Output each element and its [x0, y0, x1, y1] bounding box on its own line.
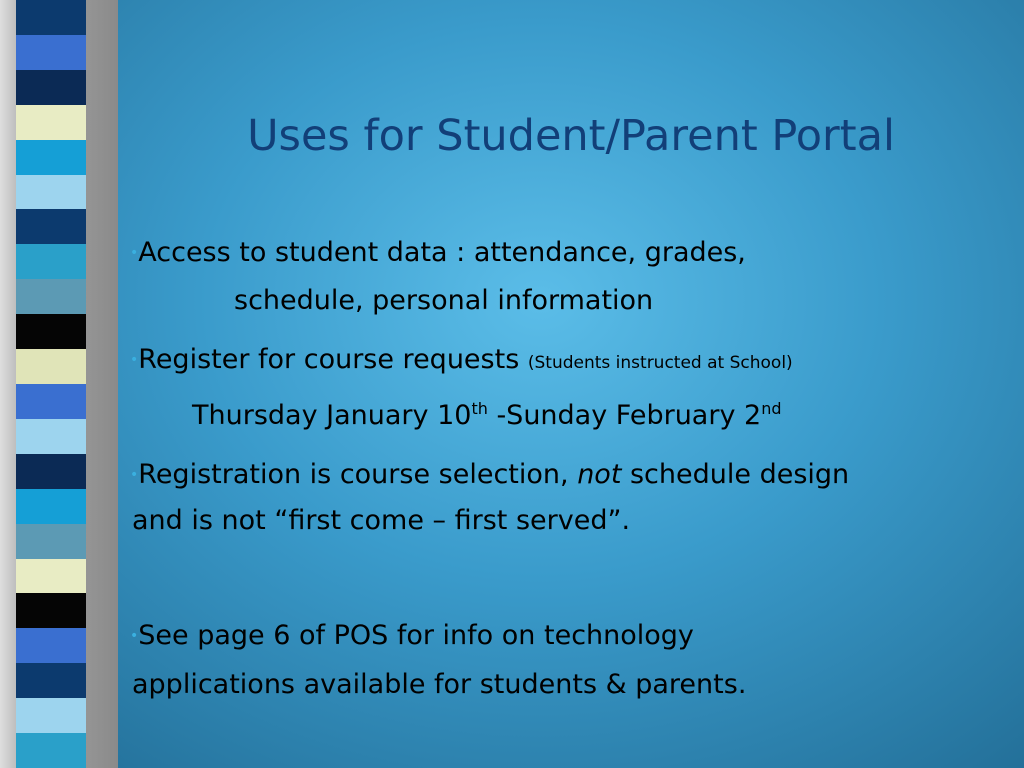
bullet-registration-line1	[130, 452, 849, 498]
dates-start-sup: th	[471, 399, 488, 418]
registration-before: Registration is course selection,	[138, 459, 578, 490]
registration-dates	[192, 393, 782, 439]
bullet-marker: •	[130, 352, 139, 368]
see-page-text: See page 6 of POS for info on technology	[138, 620, 694, 651]
bullet-marker: •	[130, 467, 139, 483]
decorative-stripe	[16, 70, 86, 105]
decorative-stripe	[16, 35, 86, 70]
decorative-stripe	[16, 314, 86, 349]
decorative-stripe	[16, 105, 86, 140]
decorative-stripe	[16, 698, 86, 733]
bullet-register-note: (Students instructed at School)	[527, 353, 793, 373]
decorative-stripe	[16, 663, 86, 698]
decorative-stripes	[16, 0, 86, 768]
decorative-stripe	[16, 419, 86, 454]
decorative-stripe	[16, 524, 86, 559]
decorative-stripe	[16, 244, 86, 279]
decorative-stripe	[16, 279, 86, 314]
decorative-stripe	[16, 454, 86, 489]
decorative-stripe	[16, 349, 86, 384]
decorative-stripe	[16, 628, 86, 663]
left-decorative-rail	[0, 0, 118, 768]
bullet-register-text: Register for course requests	[138, 344, 520, 375]
dates-start: Thursday January 10	[192, 400, 472, 431]
bullet-access-text: Access to student data : attendance, grades,	[138, 237, 746, 268]
decorative-stripe	[16, 489, 86, 524]
bullet-registration-line2: and is not “first come – first served”.	[132, 505, 631, 536]
decorative-stripe	[16, 733, 86, 768]
registration-after: schedule design	[621, 459, 850, 490]
dates-end: -Sunday February 2	[487, 400, 762, 431]
bullet-register	[130, 337, 793, 386]
decorative-stripe	[16, 175, 86, 210]
decorative-stripe	[16, 209, 86, 244]
decorative-stripe	[16, 140, 86, 175]
decorative-stripe	[16, 0, 86, 35]
dates-end-sup: nd	[761, 399, 782, 418]
registration-emphasis: not	[577, 459, 622, 490]
bullet-marker: •	[130, 245, 139, 261]
decorative-stripe	[16, 559, 86, 594]
bullet-access-line1	[130, 230, 746, 276]
bullet-marker: •	[130, 628, 139, 644]
decorative-stripe	[16, 593, 86, 628]
decorative-stripe	[16, 384, 86, 419]
bullet-see-page-line2: applications available for students & parents.	[132, 669, 747, 700]
bullet-access-line2: schedule, personal information	[234, 285, 654, 316]
bullet-see-page-line1	[130, 613, 694, 659]
slide-title: Uses for Student/Parent Portal	[247, 111, 895, 161]
